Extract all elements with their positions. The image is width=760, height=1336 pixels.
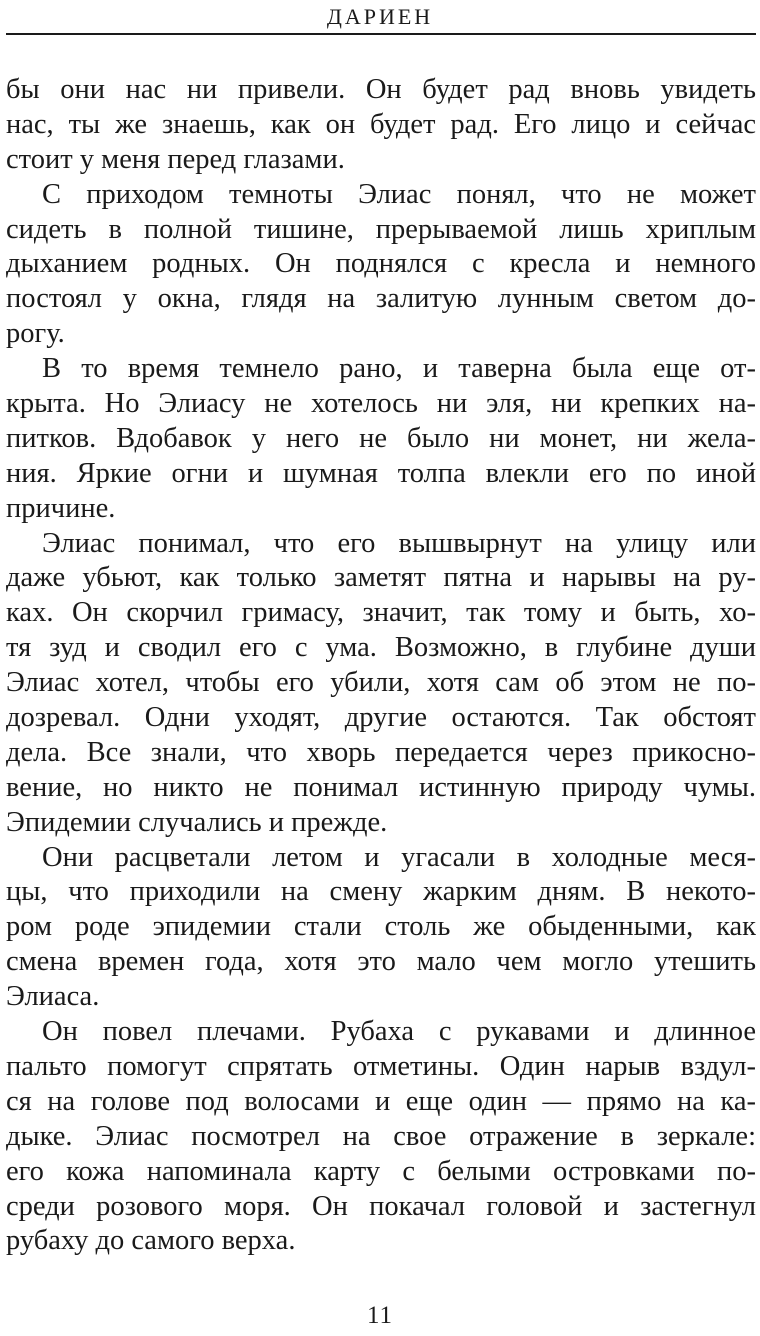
text-line: среди розового моря. Он покачал головой и застегнул <box>6 1190 756 1222</box>
paragraph <box>6 1015 756 1259</box>
text-line: ром роде эпидемии стали столь же обыденными, как <box>6 911 756 943</box>
text-line: Эпидемии случались и прежде. <box>6 806 388 838</box>
text-line: его кожа напоминала карту с белыми островками по- <box>6 1155 756 1187</box>
text-line: цы, что приходили на смену жарким дням. В некото- <box>6 876 756 908</box>
header-rule <box>6 33 756 35</box>
text-line: дыке. Элиас посмотрел на свое отражение в зеркале: <box>6 1120 756 1152</box>
paragraph <box>6 527 756 841</box>
text-line: питков. Вдобавок у него не было ни монет, ни жела- <box>6 422 756 454</box>
text-line: стоит у меня перед глазами. <box>6 143 345 175</box>
paragraph <box>6 352 756 526</box>
text-line: вение, но никто не понимал истинную природу чумы. <box>6 771 756 803</box>
text-line: нас, ты же знаешь, как он будет рад. Его лицо и сейчас <box>6 108 756 140</box>
text-line: бы они нас ни привели. Он будет рад вновь увидеть <box>6 74 756 105</box>
text-line: Элиас хотел, чтобы его убили, хотя сам об этом не по- <box>6 667 756 699</box>
page-number: 11 <box>366 1302 394 1329</box>
paragraph <box>6 178 756 352</box>
text-line: даже убьют, как только заметят пятна и нарывы на ру- <box>6 562 756 594</box>
running-title: ДАРИЕН <box>326 4 434 29</box>
paragraph <box>6 73 756 178</box>
text-line: крыта. Но Элиасу не хотелось ни эля, ни крепких на- <box>6 388 756 420</box>
text-line: Элиас понимал, что его вышвырнут на улицу или <box>42 527 756 559</box>
text-line: дыханием родных. Он поднялся с кресла и немного <box>6 248 756 280</box>
text-line: постоял у окна, глядя на залитую лунным светом до- <box>6 283 756 315</box>
paragraph <box>6 841 756 1015</box>
text-line: Они расцветали летом и угасали в холодные меся- <box>42 841 756 873</box>
text-line: сидеть в полной тишине, прерываемой лишь хриплым <box>6 213 756 245</box>
text-line: ния. Яркие огни и шумная толпа влекли его по иной <box>6 457 756 489</box>
text-line: рубаху до самого верха. <box>6 1225 296 1257</box>
text-line: Он повел плечами. Рубаха с рукавами и длинное <box>42 1016 756 1048</box>
text-line: пальто помогут спрятать отметины. Один нарыв вздул- <box>6 1050 756 1082</box>
text-line: рогу. <box>6 318 65 350</box>
text-line: С приходом темноты Элиас понял, что не может <box>42 178 756 210</box>
text-line: ся на голове под волосами и еще один — прямо на ка- <box>6 1085 756 1117</box>
text-line: дозревал. Одни уходят, другие остаются. Так обстоят <box>6 702 756 734</box>
text-line: смена времен года, хотя это мало чем могло утешить <box>6 946 756 978</box>
text-line: тя зуд и сводил его с ума. Возможно, в глубине души <box>6 632 756 664</box>
text-line: причине. <box>6 492 116 524</box>
text-line: В то время темнело рано, и таверна была еще от- <box>42 353 756 385</box>
text-line: дела. Все знали, что хворь передается через прикосно- <box>6 736 756 768</box>
text-line: Элиаса. <box>6 981 100 1013</box>
text-line: ках. Он скорчил гримасу, значит, так тому и быть, хо- <box>6 597 756 629</box>
body-text <box>6 73 756 1259</box>
